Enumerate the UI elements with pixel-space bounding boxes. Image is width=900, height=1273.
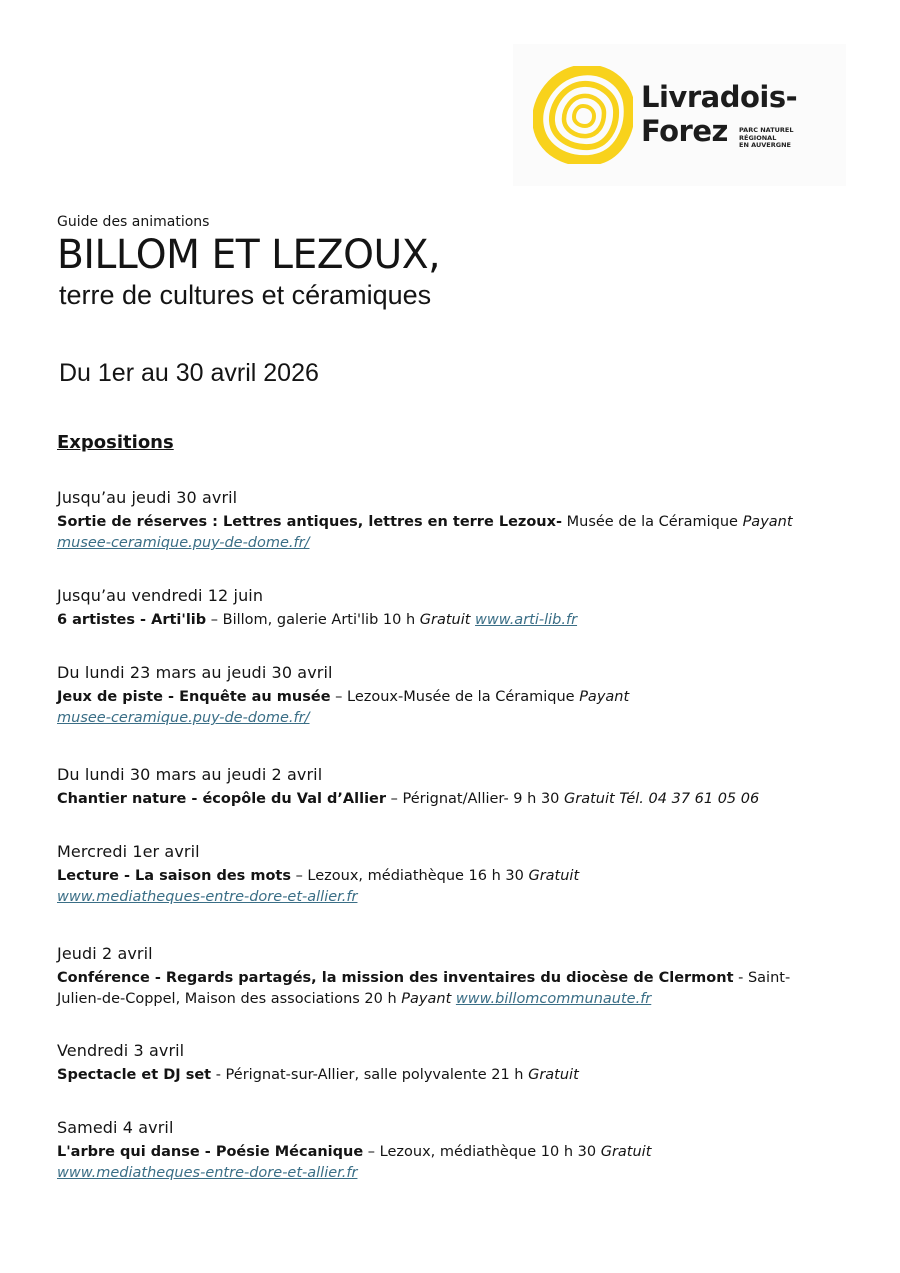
logo-subtitle <box>739 127 819 150</box>
event-date: Du lundi 23 mars au jeudi 30 avril <box>57 663 333 682</box>
event-title: Jeux de piste - Enquête au musée <box>57 689 331 705</box>
park-logo <box>513 44 846 186</box>
date-range: Du 1er au 30 avril 2026 <box>59 359 319 387</box>
event-date: Jusqu’au vendredi 12 juin <box>57 586 264 605</box>
event-title: Lecture - La saison des mots <box>57 868 291 884</box>
event-description <box>57 866 847 908</box>
event-place: – Pérignat/Allier- 9 h 30 <box>386 791 564 807</box>
logo-sub-line2: RÉGIONAL <box>739 133 777 142</box>
event-item <box>57 488 847 554</box>
event-item <box>57 586 847 631</box>
event-item <box>57 765 847 810</box>
event-description <box>57 687 847 729</box>
event-place: – Lezoux, médiathèque 16 h 30 <box>290 868 529 884</box>
event-price: Gratuit <box>600 1144 652 1160</box>
event-place: – Lezoux, médiathèque 10 h 30 <box>363 1144 601 1160</box>
page-title: BILLOM ET LEZOUX, <box>57 232 441 278</box>
event-title: Sortie de réserves : Lettres antiques, lettres en terre Lezoux- <box>57 514 563 530</box>
event-price: Gratuit <box>528 868 580 884</box>
event-item <box>57 944 847 1010</box>
event-title: Conférence - Regards partagés, la mission des inventaires du diocèse de Clermont <box>57 970 734 986</box>
event-price: Gratuit <box>564 791 615 807</box>
event-description <box>57 610 847 631</box>
logo-name-line2: Forez <box>641 114 728 148</box>
event-description <box>57 512 847 554</box>
event-date: Jusqu’au jeudi 30 avril <box>57 488 238 507</box>
event-place: Musée de la Céramique <box>562 514 743 530</box>
event-link[interactable]: www.billomcommunaute.fr <box>455 991 652 1007</box>
event-item <box>57 1118 847 1184</box>
event-date: Vendredi 3 avril <box>57 1041 185 1060</box>
event-place-line1: - Saint- <box>733 970 791 986</box>
event-date: Du lundi 30 mars au jeudi 2 avril <box>57 765 323 784</box>
event-link[interactable]: musee-ceramique.puy-de-dome.fr/ <box>57 710 310 726</box>
event-description <box>57 1142 847 1184</box>
event-title: L'arbre qui danse - Poésie Mécanique <box>57 1144 364 1160</box>
event-description <box>57 968 847 1010</box>
event-title: 6 artistes - Arti'lib <box>57 612 207 628</box>
event-link[interactable]: www.mediatheques-entre-dore-et-allier.fr <box>57 889 358 905</box>
event-place: – Lezoux-Musée de la Céramique <box>330 689 580 705</box>
guide-label: Guide des animations <box>57 214 210 230</box>
event-title: Spectacle et DJ set <box>57 1067 212 1083</box>
event-place: – Billom, galerie Arti'lib 10 h <box>206 612 420 628</box>
section-heading: Expositions <box>57 432 174 453</box>
event-phone: Tél. 04 37 61 05 06 <box>614 791 760 807</box>
event-description <box>57 1065 847 1086</box>
event-description <box>57 789 847 810</box>
event-date: Jeudi 2 avril <box>57 944 153 963</box>
event-date: Mercredi 1er avril <box>57 842 200 861</box>
event-item <box>57 1041 847 1086</box>
event-place-line2: Julien-de-Coppel, Maison des associations 20 h <box>57 991 402 1007</box>
logo-sub-line3: EN AUVERGNE <box>739 141 791 149</box>
event-item <box>57 663 847 729</box>
tree-rings-logo-icon <box>533 66 633 164</box>
event-price: Payant <box>579 689 630 705</box>
logo-name-line1: Livradois- <box>641 80 798 114</box>
event-place: - Pérignat-sur-Allier, salle polyvalente 21 h <box>211 1067 529 1083</box>
event-price: Gratuit <box>419 612 471 628</box>
event-price: Payant <box>742 514 793 530</box>
logo-sub-line1: PARC NATUREL <box>739 126 794 134</box>
event-link[interactable]: www.arti-lib.fr <box>475 612 578 628</box>
event-date: Samedi 4 avril <box>57 1118 174 1137</box>
event-link[interactable]: www.mediatheques-entre-dore-et-allier.fr <box>57 1165 358 1181</box>
event-price: Payant <box>401 991 452 1007</box>
event-title: Chantier nature - écopôle du Val d’Allier <box>57 791 387 807</box>
event-price: Gratuit <box>528 1067 579 1083</box>
event-link[interactable]: musee-ceramique.puy-de-dome.fr/ <box>57 535 310 551</box>
event-item <box>57 842 847 908</box>
page-subtitle: terre de cultures et céramiques <box>59 280 432 310</box>
